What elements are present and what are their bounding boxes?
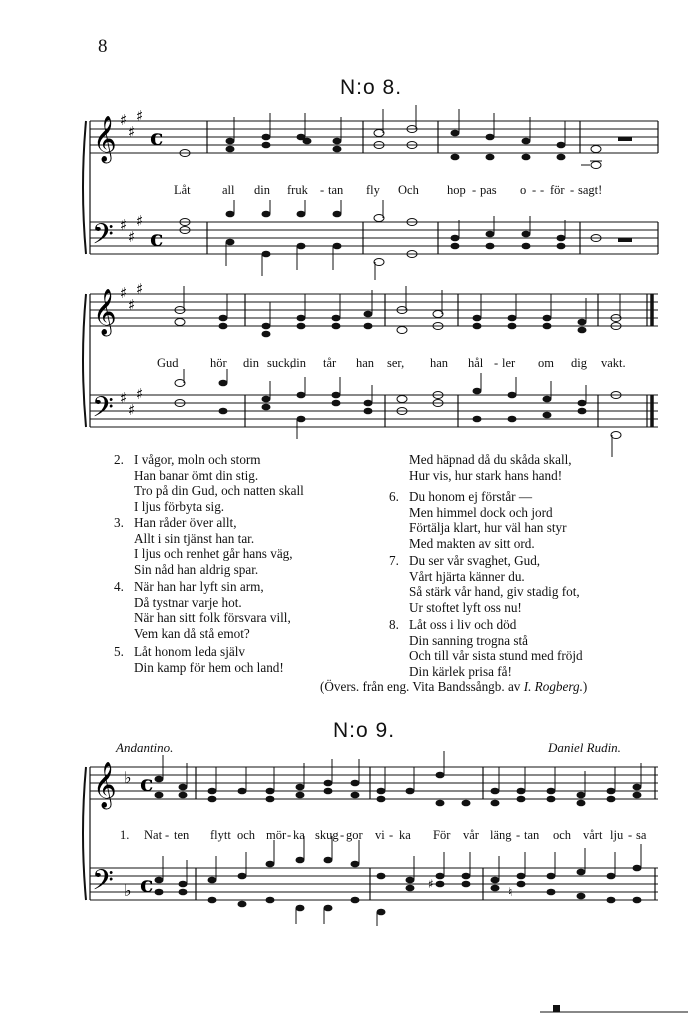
hymn-8-system-1-bass-staff xyxy=(90,222,658,254)
common-time-icon xyxy=(150,125,163,252)
svg-text:♯: ♯ xyxy=(428,877,434,891)
hymn-9-bass-staff xyxy=(90,868,658,900)
svg-text:c: c xyxy=(140,872,154,898)
svg-text:c: c xyxy=(150,125,164,151)
svg-text:♯: ♯ xyxy=(120,284,128,302)
svg-text:c: c xyxy=(150,226,164,252)
hymn-9-brace xyxy=(83,767,86,900)
hymn-8-system-2-bass-notes xyxy=(175,380,621,439)
svg-text:♭: ♭ xyxy=(124,881,132,900)
hymn-8-verses-left: 2. I vågor, moln och storm Han banar ömt din stig. Tro på din Gud, och natten skall I ljus förbyta sig. 3. Han råder över allt, Allt i sin tjänst han tar. I ljus och renhet går hans väg, Sin nåd han aldrig spar. 4. När han har lyft sin arm, Då tystnar varje hot. När han sitt folk försvara vill, Vem kan då stå emot? 5. Låt honom leda själv Din kamp för hem och land! xyxy=(114,452,304,675)
svg-text:♯: ♯ xyxy=(136,212,144,230)
hymn-8-system-2-brace xyxy=(83,294,86,427)
hymn-8-system-1-brace xyxy=(83,121,86,254)
treble-clef-icon: 𝄞 xyxy=(93,762,117,808)
svg-text:c: c xyxy=(140,771,154,797)
hymn-8-system-1-treble-stems xyxy=(234,105,602,165)
hymn-9-treble-stems xyxy=(163,751,641,795)
svg-text:♯: ♯ xyxy=(128,401,136,419)
key-signature-sharps-icon xyxy=(120,107,143,246)
hymn-8-translation-credit: (Övers. från eng. Vita Bandssångb. av I. Rogberg.) xyxy=(320,679,588,694)
hymn-9-title: N:o 9. xyxy=(333,719,396,742)
hymn-8-system-1-treble-notes xyxy=(180,126,632,169)
svg-text:♭: ♭ xyxy=(124,768,132,787)
tempo-marking: Andantino. xyxy=(116,740,174,755)
treble-clef-icon: 𝄞 xyxy=(93,289,117,335)
hymn-8-system-1-bass-stems xyxy=(226,200,565,280)
svg-text:♯: ♯ xyxy=(136,280,144,298)
svg-text:♯: ♯ xyxy=(136,385,144,403)
hymn-9-treble-notes xyxy=(155,772,642,807)
page-number: 8 xyxy=(98,36,108,57)
svg-text:♯: ♯ xyxy=(128,296,136,314)
svg-text:♯: ♯ xyxy=(136,107,144,125)
bass-clef-icon: 𝄢 xyxy=(92,218,114,258)
hymn-9-treble-staff xyxy=(90,767,658,799)
hymn-8-verses-right: Med häpnad då du skåda skall, Hur vis, hur stark hans hand! 6. Du honom ej förstår — Men himmel dock och jord Förtälja klart, hur väl han styr Med makten av sitt ord. 7. Du ser vår svaghet, Gud, Vårt hjärta känner du. Så stärk vår hand, giv stadig fot, Ur stoftet lyft oss nu! 8. Låt oss i liv och död Din sanning trogna stå Och till vår sista stund med fröjd Din kärlek prisa få! xyxy=(389,452,583,679)
hymn-9-bass-stems xyxy=(163,836,641,926)
bass-clef-icon: 𝄢 xyxy=(92,391,114,431)
svg-text:♯: ♯ xyxy=(120,389,128,407)
svg-text:♯: ♯ xyxy=(128,123,136,141)
key-signature-sharps-icon xyxy=(120,280,143,419)
page-mark-icon xyxy=(553,1005,560,1012)
hymn-8-system-1-treble-staff xyxy=(90,121,658,153)
svg-text:♮: ♮ xyxy=(508,885,513,899)
hymn-8-system-2-treble-notes xyxy=(175,307,621,338)
treble-clef-icon: 𝄞 xyxy=(93,116,117,162)
svg-text:♯: ♯ xyxy=(128,228,136,246)
hymn-9-bass-notes xyxy=(155,857,642,916)
hymn-8-system-2-bass-staff xyxy=(90,395,658,427)
svg-text:♯: ♯ xyxy=(120,216,128,234)
accidental-icon xyxy=(428,877,512,899)
svg-text:♯: ♯ xyxy=(120,111,128,129)
bass-clef-icon: 𝄢 xyxy=(92,864,114,904)
composer-name: Daniel Rudin. xyxy=(548,740,621,755)
hymn-8-title: N:o 8. xyxy=(340,76,403,99)
